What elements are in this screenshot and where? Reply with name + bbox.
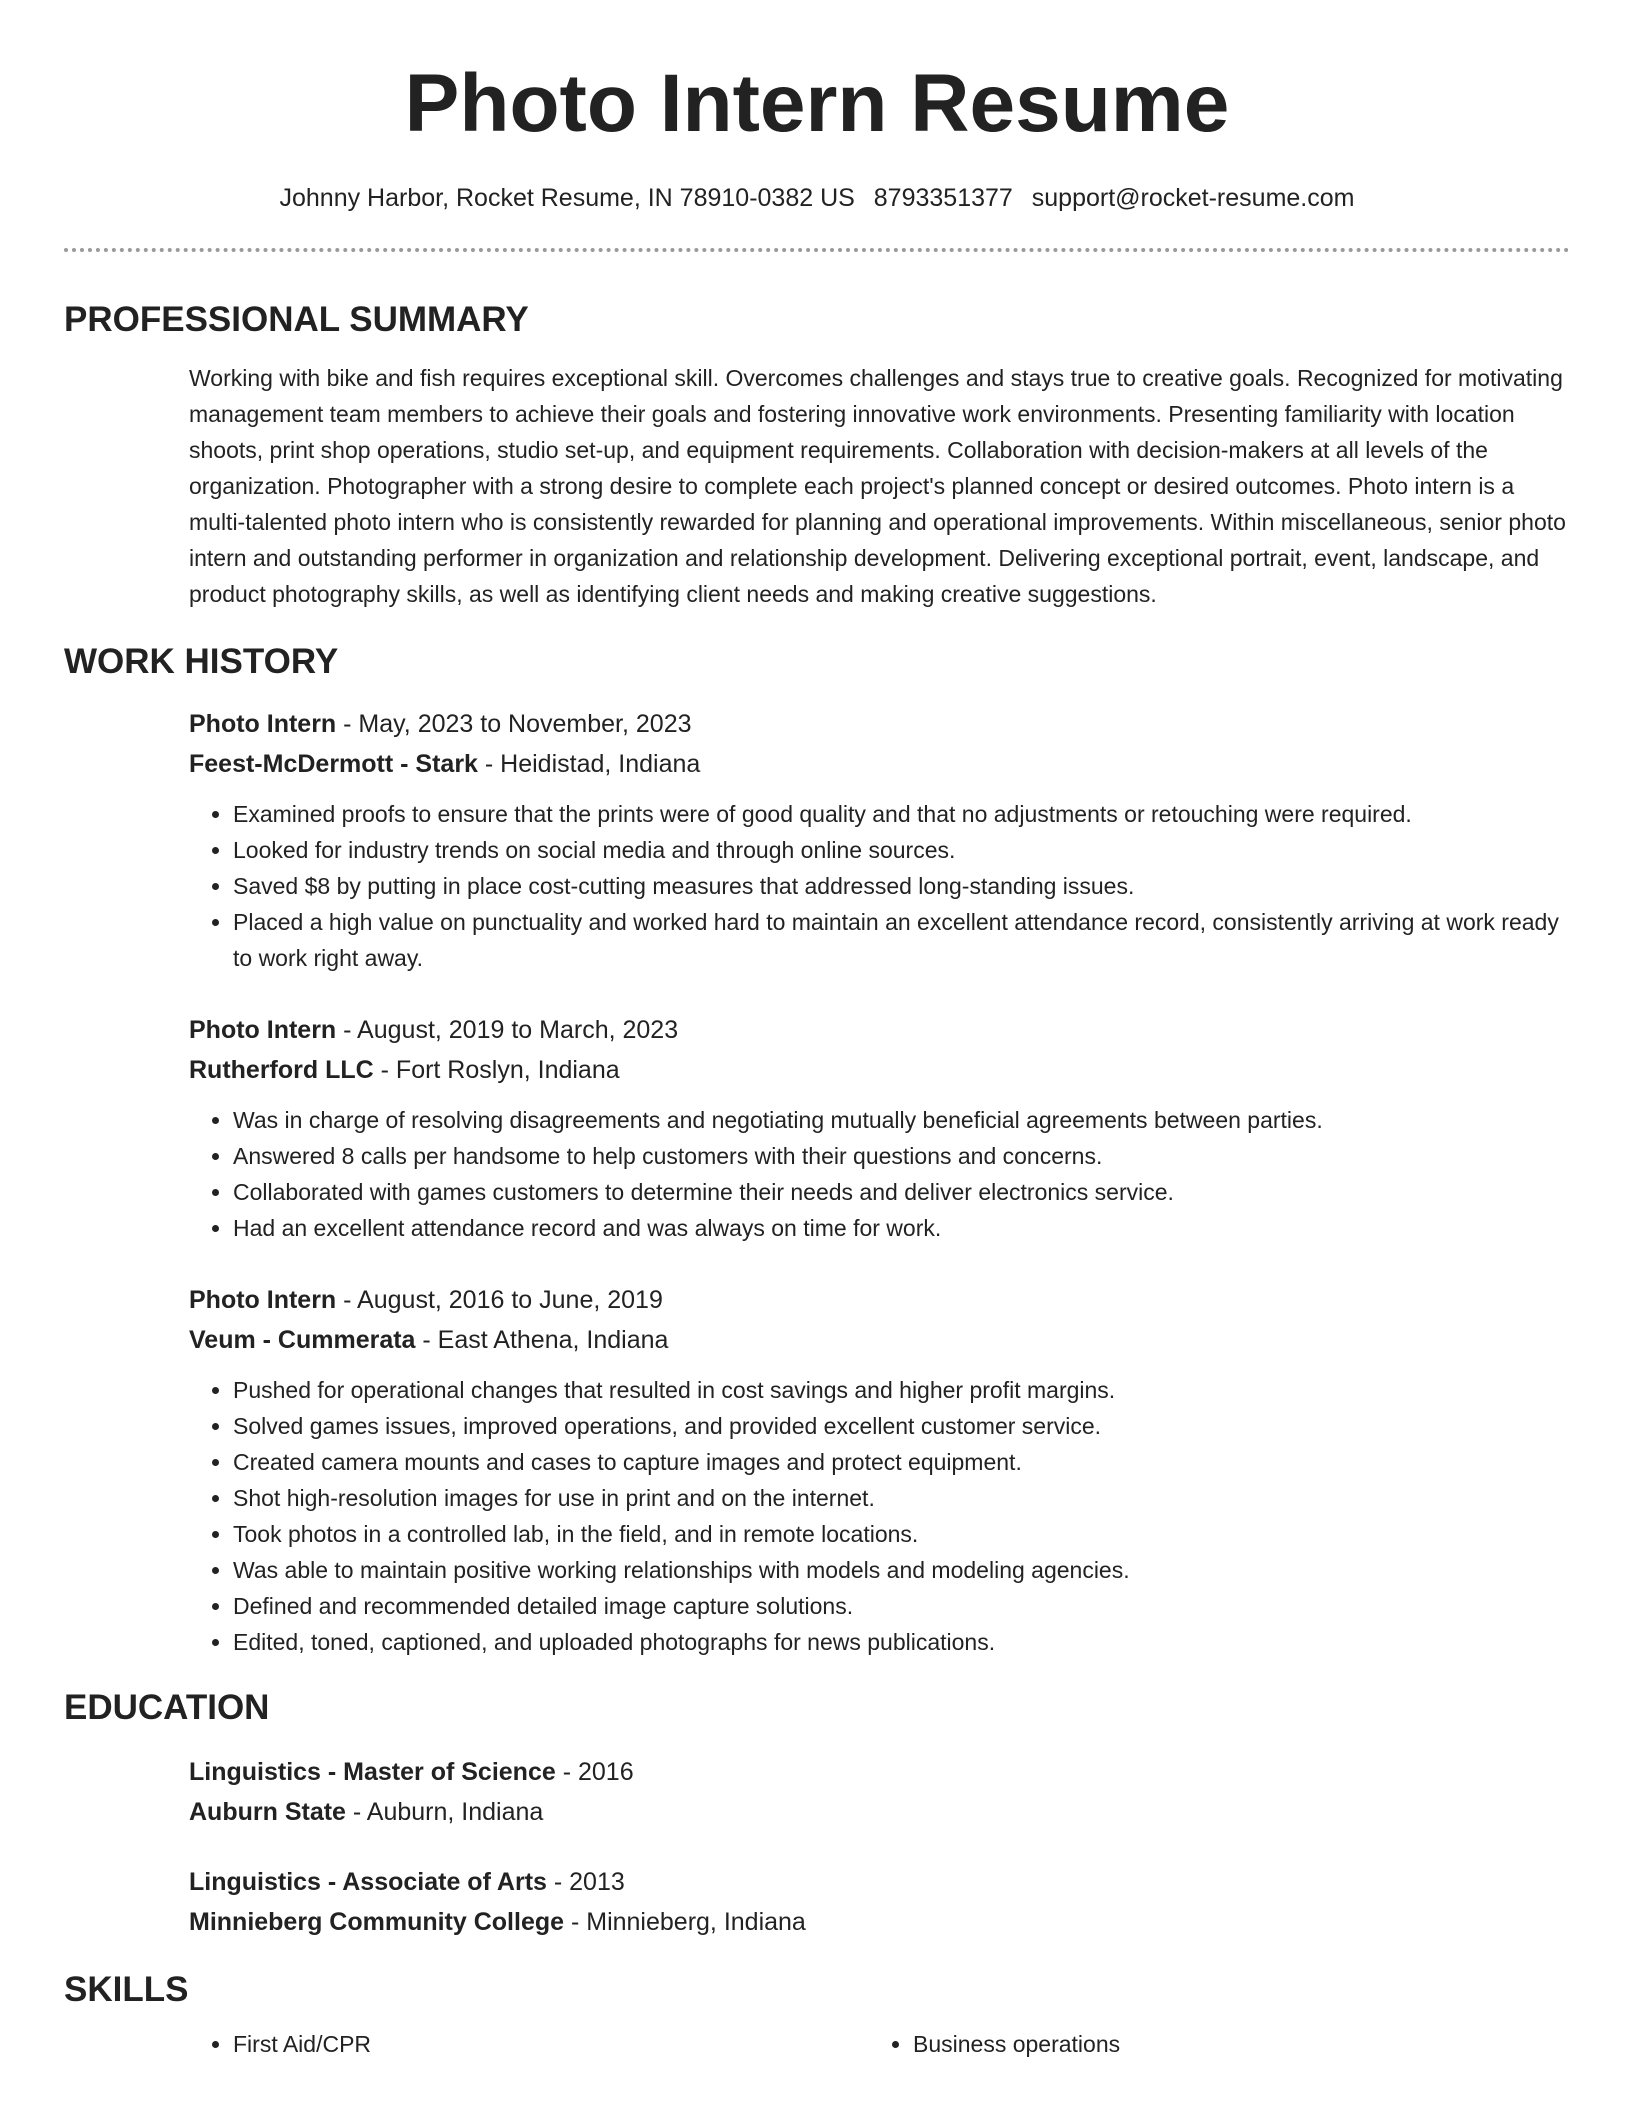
job-bullet: • Answered 8 calls per handsome to help customers with their questions and concerns. [233, 1138, 1570, 1174]
education-entry [189, 1862, 1570, 1942]
job-title: Photo Intern [189, 710, 337, 738]
job-location: - Fort Roslyn, Indiana [373, 1056, 620, 1084]
job-bullet: • Edited, toned, captioned, and uploaded photographs for news publications. [233, 1624, 1570, 1660]
contact-address: Johnny Harbor, Rocket Resume, IN 78910-0382 US [279, 184, 855, 212]
job-bullets [189, 1372, 1570, 1660]
summary-text: Working with bike and fish requires exceptional skill. Overcomes challenges and stays true to creative goals. Recognized for motivating management team members to achieve their goals and fostering innovative work environments. Presenting familiarity with location shoots, print shop operations, studio set-up, and equipment requirements. Collaboration with decision-makers at all levels of the organization. Photographer with a strong desire to complete each project's planned concept or desired outcomes. Photo intern is a multi-talented photo intern who is consistently rewarded for planning and operational improvements. Within miscellaneous, senior photo intern and outstanding performer in organization and relationship development. Delivering exceptional portrait, event, landscape, and product photography skills, as well as identifying client needs and making creative suggestions. [189, 365, 1566, 607]
contact-email: support@rocket-resume.com [1031, 184, 1355, 212]
job-bullet: • Looked for industry trends on social media and through online sources. [233, 832, 1570, 868]
job-bullet: • Collaborated with games customers to determine their needs and deliver electronics service. [233, 1174, 1570, 1210]
education-school-line [189, 1902, 1570, 1942]
job-location: - Heidistad, Indiana [477, 750, 701, 778]
education-degree-line [189, 1752, 1570, 1792]
job-bullet: • Examined proofs to ensure that the prints were of good quality and that no adjustments or retouching were required. [233, 796, 1570, 832]
resume-title: Photo Intern Resume [404, 58, 1230, 149]
skills-grid [189, 2026, 1570, 2062]
job-bullets [189, 796, 1570, 976]
education-school-line [189, 1792, 1570, 1832]
job-location: - East Athena, Indiana [415, 1326, 669, 1354]
skills-column-left [189, 2026, 869, 2062]
education-school: Auburn State [189, 1798, 346, 1826]
job-bullet: • Shot high-resolution images for use in print and on the internet. [233, 1480, 1570, 1516]
job-company-line [189, 744, 1570, 784]
job-company-line [189, 1050, 1570, 1090]
job-bullet: • Had an excellent attendance record and was always on time for work. [233, 1210, 1570, 1246]
job-title: Photo Intern [189, 1016, 337, 1044]
job-title-line [189, 1010, 1570, 1050]
job-bullet: • Solved games issues, improved operations, and provided excellent customer service. [233, 1408, 1570, 1444]
education-entry [189, 1752, 1570, 1832]
job-title: Photo Intern [189, 1286, 337, 1314]
job-bullet: • Pushed for operational changes that resulted in cost savings and higher profit margins. [233, 1372, 1570, 1408]
skill-item: • Business operations [913, 2026, 1549, 2062]
job-bullet: • Was able to maintain positive working relationships with models and modeling agencies. [233, 1552, 1570, 1588]
job-bullet: • Placed a high value on punctuality and worked hard to maintain an excellent attendance record, consistently arriving at work ready to work right away. [233, 904, 1570, 976]
skill-item: • First Aid/CPR [233, 2026, 869, 2062]
job-title-line [189, 1280, 1570, 1320]
job-company-line [189, 1320, 1570, 1360]
job-entry [189, 1010, 1570, 1246]
skills-heading: SKILLS [64, 1970, 189, 2009]
education-location: - Minnieberg, Indiana [564, 1908, 806, 1936]
summary-heading: PROFESSIONAL SUMMARY [64, 300, 529, 339]
header-divider [64, 248, 1570, 252]
job-entry [189, 1280, 1570, 1660]
job-bullet: • Took photos in a controlled lab, in the field, and in remote locations. [233, 1516, 1570, 1552]
job-bullet: • Saved $8 by putting in place cost-cutting measures that addressed long-standing issues. [233, 868, 1570, 904]
job-bullet: • Defined and recommended detailed image capture solutions. [233, 1588, 1570, 1624]
job-dates: - May, 2023 to November, 2023 [336, 710, 692, 738]
job-bullet: • Created camera mounts and cases to capture images and protect equipment. [233, 1444, 1570, 1480]
education-degree: Linguistics - Associate of Arts [189, 1868, 547, 1896]
education-year: - 2016 [555, 1758, 634, 1786]
education-school: Minnieberg Community College [189, 1908, 565, 1936]
skills-column-right [869, 2026, 1549, 2062]
job-bullets [189, 1102, 1570, 1246]
contact-phone: 8793351377 [873, 184, 1013, 212]
work-history-heading: WORK HISTORY [64, 642, 339, 681]
job-title-line [189, 704, 1570, 744]
education-degree: Linguistics - Master of Science [189, 1758, 556, 1786]
resume-page [64, 0, 1570, 2062]
education-year: - 2013 [546, 1868, 625, 1896]
job-bullet: • Was in charge of resolving disagreements and negotiating mutually beneficial agreements between parties. [233, 1102, 1570, 1138]
job-dates: - August, 2019 to March, 2023 [336, 1016, 679, 1044]
education-heading: EDUCATION [64, 1688, 270, 1727]
education-location: - Auburn, Indiana [345, 1798, 544, 1826]
job-entry [189, 704, 1570, 976]
job-dates: - August, 2016 to June, 2019 [336, 1286, 663, 1314]
education-degree-line [189, 1862, 1570, 1902]
job-company: Rutherford LLC [189, 1056, 374, 1084]
job-company: Feest-McDermott - Stark [189, 750, 478, 778]
job-company: Veum - Cummerata [189, 1326, 416, 1354]
contact-line [64, 182, 1570, 214]
